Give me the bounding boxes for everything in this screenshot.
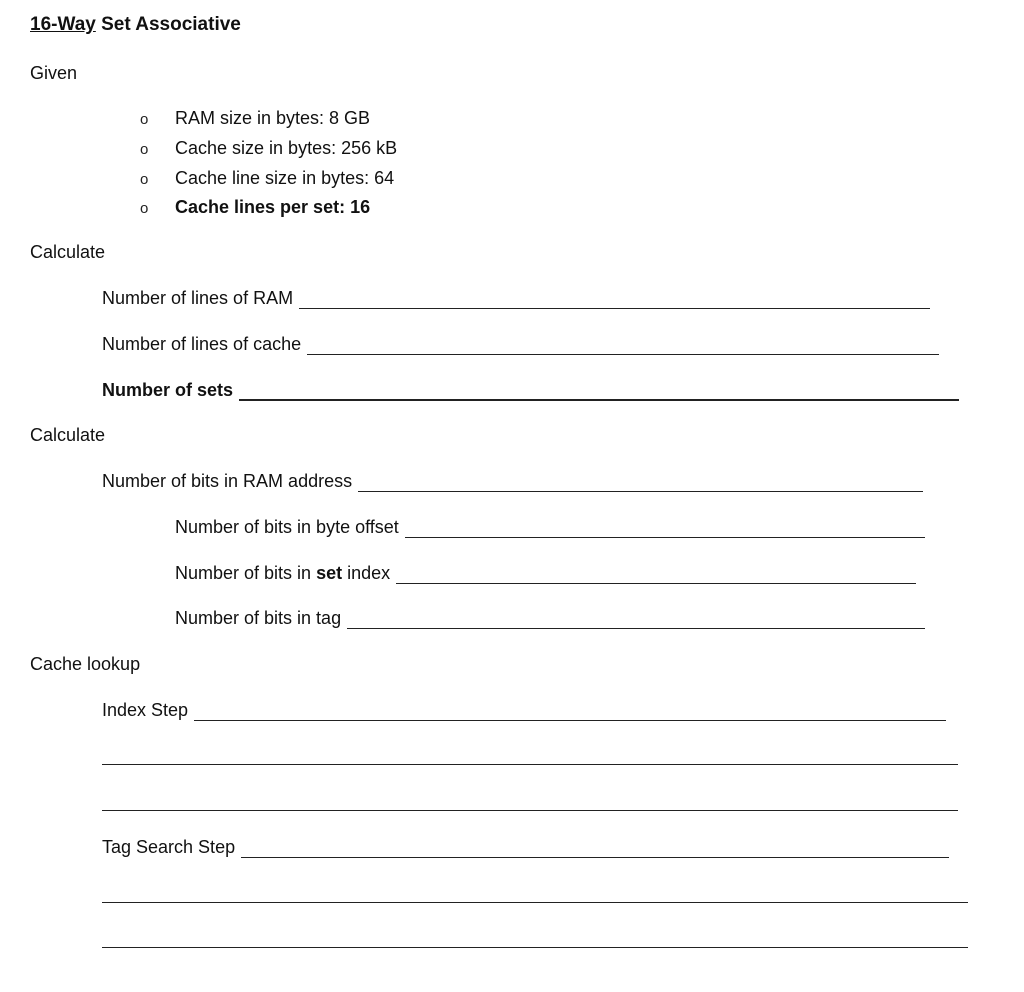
given-item xyxy=(140,168,394,189)
bits-ram-answer-line[interactable] xyxy=(358,473,923,492)
tag-search-step-answer-line-3[interactable] xyxy=(102,947,968,948)
sets-answer-line[interactable] xyxy=(239,381,959,401)
tag-search-step-answer-line-2[interactable] xyxy=(102,902,968,903)
lines-cache-field xyxy=(102,334,939,355)
sets-label: Number of sets xyxy=(102,380,234,400)
given-heading: Given xyxy=(30,63,78,83)
index-step-answer-line-3[interactable] xyxy=(102,810,958,811)
calculate-heading-2: Calculate xyxy=(30,425,106,445)
bits-ram-label: Number of bits in RAM address xyxy=(102,471,353,491)
given-item xyxy=(140,138,397,159)
bits-set-answer-line[interactable] xyxy=(396,565,916,584)
index-step-answer-line[interactable] xyxy=(194,702,946,721)
lines-ram-answer-line[interactable] xyxy=(299,290,930,309)
bits-set-label-pre: Number of bits in xyxy=(175,563,317,583)
bits-offset-answer-line[interactable] xyxy=(405,519,925,538)
given-item xyxy=(140,108,370,129)
bits-offset-label: Number of bits in byte offset xyxy=(175,517,399,537)
index-step-field xyxy=(102,700,946,721)
bullet-icon: o xyxy=(140,171,149,188)
bits-set-field xyxy=(175,563,916,584)
given-item-text: Cache lines per set: 16 xyxy=(175,197,371,217)
calculate-heading-1: Calculate xyxy=(30,242,106,262)
given-item-text: RAM size in bytes: 8 GB xyxy=(175,108,371,128)
lines-ram-label: Number of lines of RAM xyxy=(102,288,294,308)
lines-ram-field xyxy=(102,288,930,309)
bullet-icon: o xyxy=(140,200,149,217)
lines-cache-answer-line[interactable] xyxy=(307,336,939,355)
tag-search-step-label: Tag Search Step xyxy=(102,837,236,857)
bullet-icon: o xyxy=(140,111,149,128)
tag-search-step-answer-line[interactable] xyxy=(241,839,949,858)
page-title xyxy=(30,14,241,36)
bits-tag-answer-line[interactable] xyxy=(347,610,925,629)
index-step-label: Index Step xyxy=(102,700,189,720)
given-item xyxy=(140,197,370,218)
bits-offset-field xyxy=(175,517,925,538)
cache-lookup-heading: Cache lookup xyxy=(30,654,141,674)
given-item-text: Cache line size in bytes: 64 xyxy=(175,168,395,188)
bits-set-label-post: index xyxy=(342,563,391,583)
sets-field xyxy=(102,380,959,401)
title-rest: Set Associative xyxy=(95,14,241,35)
tag-search-step-field xyxy=(102,837,949,858)
lines-cache-label: Number of lines of cache xyxy=(102,334,302,354)
bits-set-label xyxy=(175,563,390,584)
title-underlined: 16-Way xyxy=(30,14,96,35)
bits-ram-field xyxy=(102,471,923,492)
bits-tag-field xyxy=(175,608,925,629)
bullet-icon: o xyxy=(140,141,149,158)
given-item-text: Cache size in bytes: 256 kB xyxy=(175,138,398,158)
bits-set-label-bold: set xyxy=(316,563,343,583)
index-step-answer-line-2[interactable] xyxy=(102,764,958,765)
bits-tag-label: Number of bits in tag xyxy=(175,608,342,628)
